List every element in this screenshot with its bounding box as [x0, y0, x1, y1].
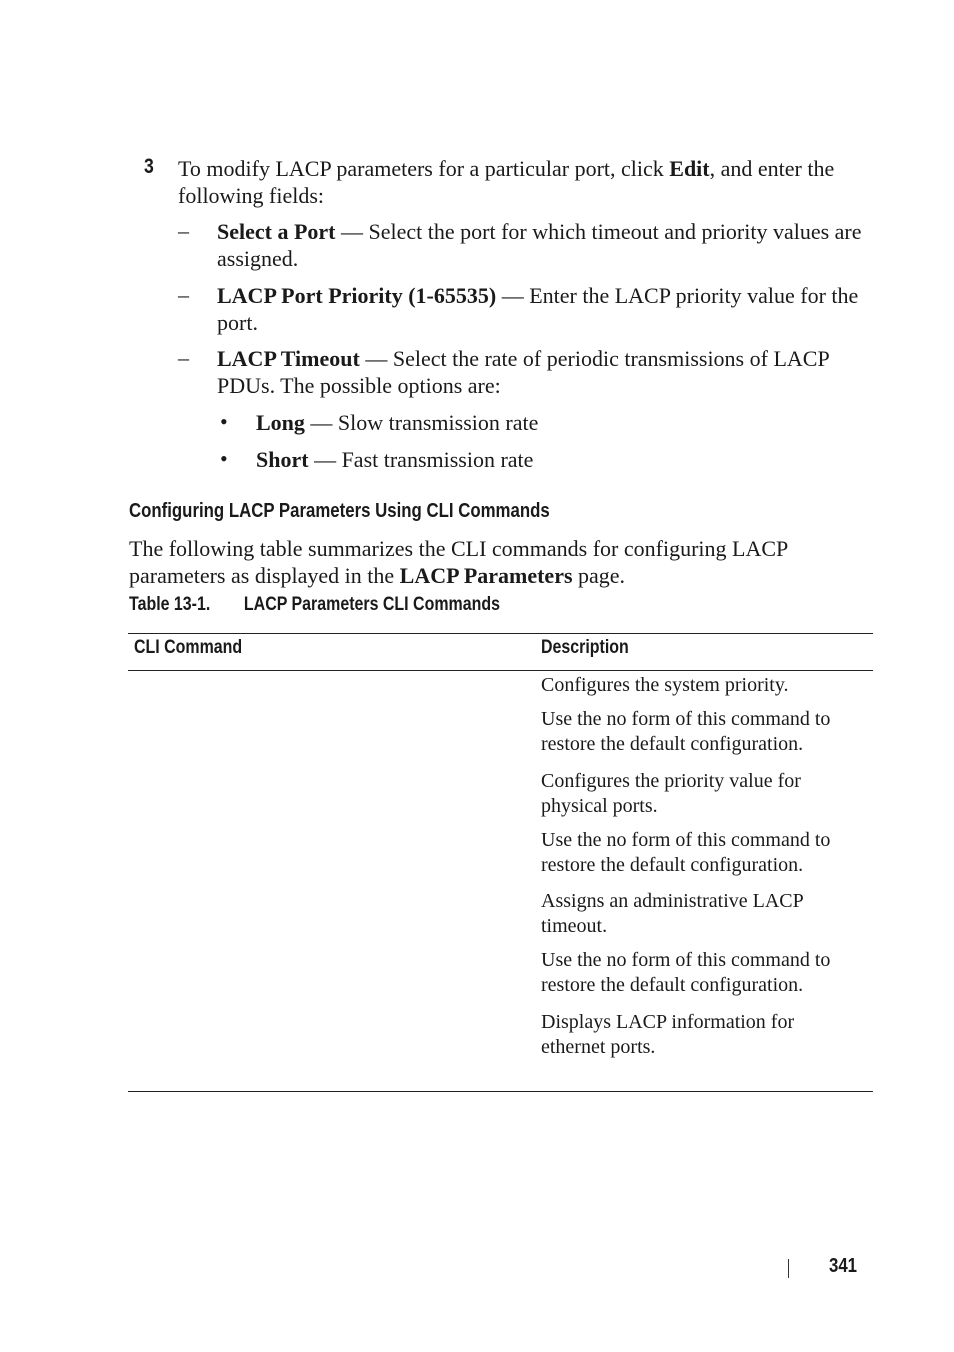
- step-text: To modify LACP parameters for a particular port, click Edit, and enter the following fields:: [178, 156, 835, 208]
- field-lacp-timeout: LACP Timeout — Select the rate of periodic transmissions of LACP PDUs. The possible options are:: [217, 346, 829, 398]
- section-heading: Configuring LACP Parameters Using CLI Commands: [129, 500, 550, 522]
- field-lacp-port-priority: LACP Port Priority (1-65535) — Enter the LACP priority value for the port.: [217, 283, 859, 335]
- table-cell-description: Use the no form of this command to restore the default configuration.: [541, 708, 831, 755]
- table-top-rule: [128, 633, 873, 634]
- table-cell-description: Use the no form of this command to restore the default configuration.: [541, 949, 831, 996]
- table-cell-description: Use the no form of this command to restore the default configuration.: [541, 829, 831, 876]
- option-short: Short — Fast transmission rate: [256, 447, 534, 472]
- option-long: Long — Slow transmission rate: [256, 410, 539, 435]
- table-header-rule: [128, 670, 873, 671]
- column-header-description: Description: [541, 637, 629, 658]
- bullet: •: [220, 409, 228, 434]
- table-cell-description: Configures the priority value for physical ports.: [541, 770, 801, 817]
- table-cell-description: Assigns an administrative LACP timeout.: [541, 890, 804, 937]
- table-caption: Table 13-1. LACP Parameters CLI Commands: [129, 594, 500, 615]
- list-dash: –: [178, 218, 189, 243]
- intro-paragraph: The following table summarizes the CLI commands for configuring LACP parameters as displayed in the LACP Parameters page.: [129, 536, 788, 588]
- page-number: 341: [829, 1255, 858, 1277]
- table-cell-description: Configures the system priority.: [541, 674, 789, 696]
- table-bottom-rule: [128, 1091, 873, 1092]
- column-header-cli-command: CLI Command: [134, 637, 243, 658]
- table-cell-description: Displays LACP information for ethernet ports.: [541, 1011, 795, 1058]
- list-dash: –: [178, 282, 189, 307]
- bullet: •: [220, 446, 228, 471]
- list-dash: –: [178, 345, 189, 370]
- step-number: 3: [144, 155, 154, 178]
- edit-label: Edit: [669, 156, 710, 181]
- page-number-divider: [788, 1259, 789, 1278]
- field-select-port: Select a Port — Select the port for which timeout and priority values are assigned.: [217, 219, 862, 271]
